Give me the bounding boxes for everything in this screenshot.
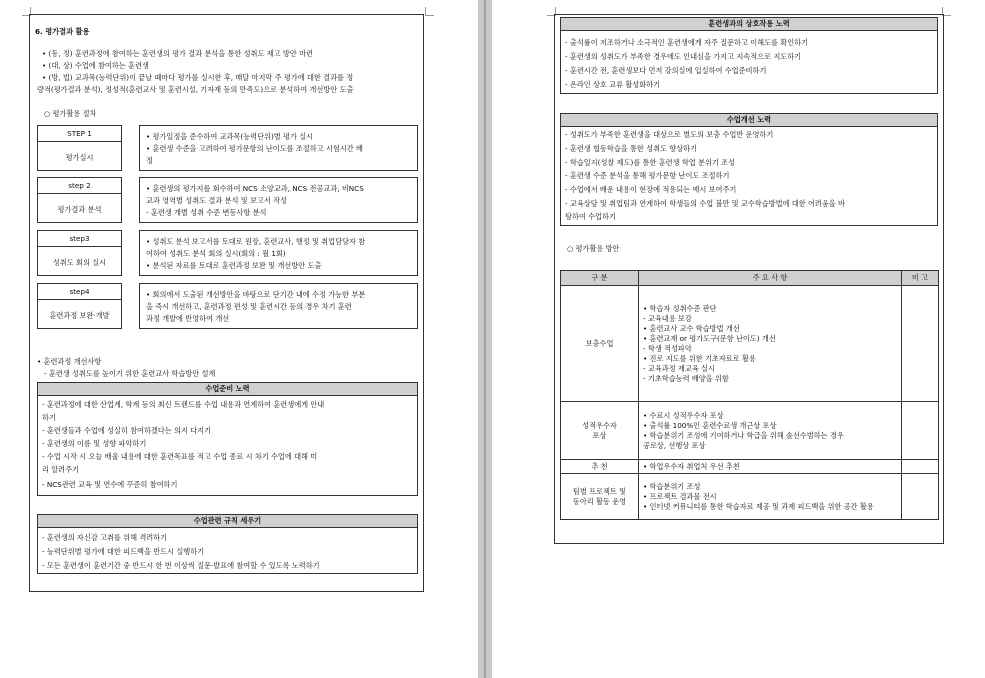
step-desc-line: • 성취도 분석 보고서를 토대로 원장, 훈련교사, 행정 및 취업담당자 참: [146, 237, 366, 246]
step-desc-line: • 평가일정을 준수하여 교과목(능력단위)별 평가 실시: [146, 132, 314, 141]
row-item: • 학습분위기 조성에 기여하거나 학급을 위해 솔선수범하는 경우: [643, 430, 844, 440]
prep-line: - 훈련생들과 수업에 성실히 참여하겠다는 의지 다지기: [42, 426, 212, 435]
table-header-cell: 구 분: [561, 271, 639, 286]
improve-line: 탕하여 수업하기: [565, 212, 616, 221]
step-box-1: [37, 125, 122, 171]
intro-line: • (대, 상) 수업에 참여하는 훈련생: [42, 61, 149, 70]
row-items: [639, 286, 902, 402]
table-row: [561, 402, 939, 460]
rules-line: - 훈련생의 자신감 고취를 위해 격려하기: [42, 533, 168, 542]
step-box-3: [37, 230, 122, 276]
row-item: - 학생 적성파악: [643, 343, 692, 353]
interaction-effort-box: [560, 17, 938, 94]
table-header-row: [561, 271, 939, 286]
row-category: 성적우수자 포상: [561, 402, 639, 460]
document-page-right: [492, 0, 985, 678]
prep-line: - NCS관련 교육 및 연수에 꾸준히 참여하기: [42, 480, 178, 489]
row-items: [639, 474, 902, 520]
step-desc-3: [139, 230, 418, 276]
improve-subtitle: - 훈련생 성취도를 높이기 위한 훈련교사 학습방안 설계: [44, 369, 216, 378]
improve-line: - 성취도가 부족한 훈련생을 대상으로 별도의 보충 수업반 운영하기: [565, 130, 774, 139]
step-desc-line: • 회의에서 도출된 개선방안을 바탕으로 단기간 내에 수정 가능한 부분: [146, 290, 366, 299]
table-row: [561, 474, 939, 520]
prep-line: 리 알려주기: [42, 465, 80, 474]
class-improve-title: 수업개선 노력: [561, 114, 937, 127]
prep-line: 하기: [42, 413, 56, 422]
improve-line: - 훈련생 협동학습을 통한 성취도 향상하기: [565, 144, 698, 153]
rules-line: - 모든 훈련생이 훈련기간 중 반드시 한 번 이상씩 질문·발표에 참여할 수 있도록 노력하기: [42, 561, 320, 570]
step-desc-line: 과정 개발에 반영하여 개선: [146, 314, 230, 323]
interaction-line: - 온라인 상호 교류 활성화하기: [565, 80, 661, 89]
interaction-line: - 훈련생의 성취도가 부족한 경우에도 인내심을 가지고 지속적으로 지도하기: [565, 52, 802, 61]
step-label: step 2: [68, 181, 91, 190]
step-desc-2: [139, 177, 418, 223]
class-rules-title: 수업관련 규칙 세우기: [38, 515, 417, 528]
row-item: - 교육과정 재교육 실시: [643, 363, 715, 373]
prep-line: - 훈련과정에 대한 산업계, 학계 등의 최신 트렌드를 수업 내용과 연계하여 훈련생에게 안내: [42, 400, 325, 409]
step-desc-line: • 훈련생의 평가지를 회수하여 NCS 소양교과, NCS 전공교과, 비NCS: [146, 184, 364, 193]
evaluation-plan-table: [560, 270, 939, 520]
step-desc-line: • 분석된 자료를 토대로 훈련과정 보완 및 개선방안 도출: [146, 261, 322, 270]
table-header-cell: 비 고: [902, 271, 939, 286]
row-remark: [902, 286, 939, 402]
row-remark: [902, 474, 939, 520]
intro-line: 량적(평가결과 분석), 정성적(훈련교사 및 훈련시설, 기자재 등의 만족도)으로 분석하여 개선방안 도출: [37, 85, 354, 94]
improve-title: • 훈련과정 개선사항: [37, 357, 102, 366]
step-name: 평가결과 분석: [57, 205, 102, 214]
table-header-cell: 주 요 사 항: [639, 271, 902, 286]
page-gutter-divider: [484, 0, 486, 678]
step-box-4: [37, 283, 122, 329]
row-items: [639, 402, 902, 460]
procedure-title: ○ 평가활용 절차: [44, 109, 97, 118]
document-page-left: [0, 0, 478, 678]
step-name: 평가실시: [65, 153, 94, 162]
step-desc-line: 을 즉시 개선하고, 훈련과정 편성 및 훈련시간 등의 경우 차기 훈련: [146, 302, 352, 311]
prep-line: - 훈련생의 이름 및 성향 파악하기: [42, 439, 147, 448]
improve-line: - 수업에서 배운 내용이 현장에 적용되는 예시 보여주기: [565, 185, 737, 194]
table-row: [561, 286, 939, 402]
row-item: - 기초학습능력 배양을 위함: [643, 373, 729, 383]
row-category: 보충수업: [561, 286, 639, 402]
prep-effort-box: [37, 382, 418, 496]
step-box-2: [37, 177, 122, 223]
class-rules-box: [37, 514, 418, 574]
row-item: • 출석률 100%인 훈련수료생 개근상 포상: [643, 420, 777, 430]
table-row: [561, 460, 939, 474]
row-item: 공로상, 선행상 포상: [643, 440, 706, 450]
step-desc-1: [139, 125, 418, 171]
class-improve-box: [560, 113, 938, 226]
step-label: step4: [69, 287, 90, 296]
improve-line: - 훈련생 수준 분석을 통해 평가문항 난이도 조절하기: [565, 171, 730, 180]
row-items: [639, 460, 902, 474]
row-remark: [902, 402, 939, 460]
step-name: 훈련과정 보완·개발: [49, 311, 110, 320]
section-title: 6. 평가결과 활용: [35, 27, 90, 36]
row-item: • 인터넷 커뮤니티를 통한 학습자료 제공 및 과제 피드백을 위한 공간 활용: [643, 501, 874, 511]
row-item: • 학습분위기 조성: [643, 481, 701, 491]
step-desc-line: • 훈련생 수준을 고려하여 평가문항의 난이도를 조절하고 시험시간 배: [146, 144, 363, 153]
prep-line: - 수업 시작 시 오늘 배울 내용에 대한 훈련목표를 적고 수업 종료 시 차기 수업에 대해 미: [42, 452, 318, 461]
row-item: • 훈련교사 교수 학습방법 개선: [643, 323, 740, 333]
intro-line: • (방, 법) 교과목(능력단위)이 끝날 때마다 평가를 실시한 후, 매달 마지막 주 평가에 대한 결과를 정: [42, 73, 354, 82]
improve-line: - 학습일지(성찰 제도)를 통한 훈련생 학업 분위기 조성: [565, 158, 736, 167]
step-desc-4: [139, 283, 418, 329]
interaction-line: - 훈련시간 전, 훈련생보다 먼저 강의실에 입실하여 수업준비하기: [565, 66, 767, 75]
row-category: 팀별 프로젝트 및 동아리 활동 운영: [561, 474, 639, 520]
row-category: 추 천: [561, 460, 639, 474]
interaction-effort-title: 훈련생과의 상호작용 노력: [561, 18, 937, 31]
step-label: STEP 1: [67, 129, 92, 138]
row-item: - 교육내용 보강: [643, 313, 692, 323]
prep-effort-title: 수업준비 노력: [38, 383, 417, 396]
interaction-line: - 출석률이 저조하거나 소극적인 훈련생에게 자주 질문하고 이해도를 확인하기: [565, 38, 809, 47]
step-label: step3: [69, 234, 90, 243]
improve-line: - 교육상담 및 취업팀과 연계하여 학생들의 수업 불만 및 교수학습방법에 대한 어려움을 바: [565, 199, 845, 208]
intro-line: • (동, 정) 훈련과정에 참여하는 훈련생의 평가 결과 분석을 통한 성취도 제고 방안 마련: [42, 49, 313, 58]
row-item: • 수료시 성적우수자 포상: [643, 410, 724, 420]
rules-line: - 능력단위별 평가에 대한 피드백을 반드시 실행하기: [42, 547, 205, 556]
step-desc-line: - 훈련생 개별 성취 수준 변동사항 분석: [146, 208, 267, 217]
row-item: • 학업우수자 취업처 우선 추천: [643, 461, 740, 471]
row-remark: [902, 460, 939, 474]
step-name: 성취도 회의 실시: [52, 258, 107, 267]
step-desc-line: 교과 영역별 성취도 결과 분석 및 보고서 작성: [146, 196, 287, 205]
row-item: • 진로 지도를 위한 기초자료로 활용: [643, 353, 756, 363]
step-desc-line: 정: [146, 156, 153, 165]
step-desc-line: 여하여 성취도 분석 회의 실시(회의 : 월 1회): [146, 249, 286, 258]
row-item: • 학습자 성취수준 판단: [643, 303, 717, 313]
crop-mark: [425, 7, 434, 16]
row-item: • 훈련교재 or 평가도구(문항 난이도) 개선: [643, 333, 776, 343]
plan-title: ○ 평가활용 방안: [567, 244, 620, 253]
row-item: • 프로젝트 결과물 전시: [643, 491, 717, 501]
